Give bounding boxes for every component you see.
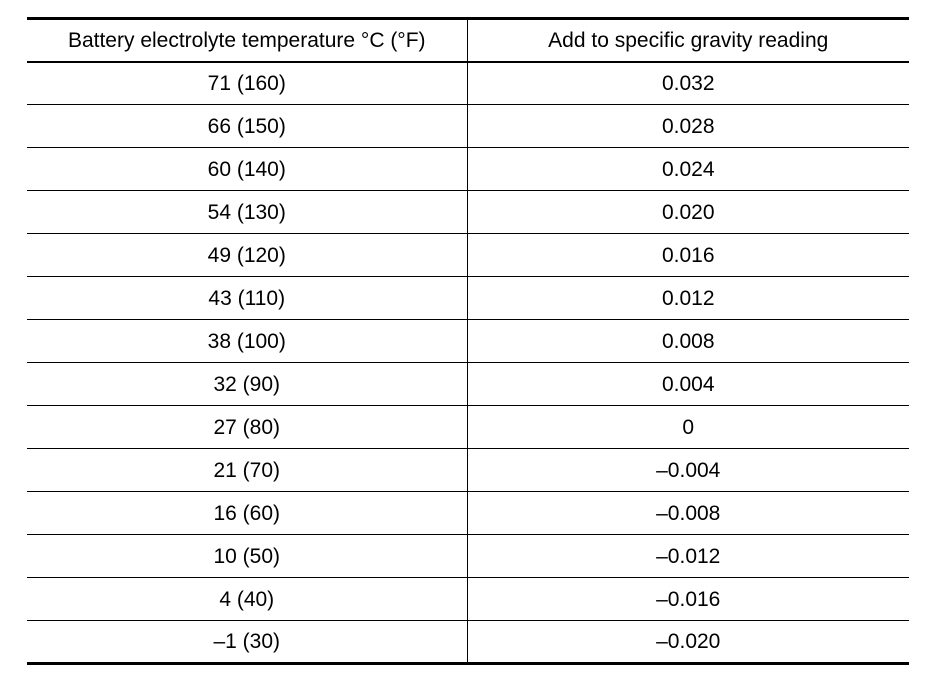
correction-cell: 0.004: [467, 363, 909, 406]
correction-cell: 0.016: [467, 234, 909, 277]
correction-cell: 0.024: [467, 148, 909, 191]
correction-cell: 0.012: [467, 277, 909, 320]
table-header: [27, 19, 909, 62]
correction-cell: 0.020: [467, 191, 909, 234]
correction-cell: 0.028: [467, 105, 909, 148]
table-row: [27, 277, 909, 320]
correction-cell: –0.020: [467, 621, 909, 664]
temperature-cell: 4 (40): [27, 578, 467, 621]
correction-cell: 0: [467, 406, 909, 449]
specific-gravity-correction-table: [27, 17, 909, 665]
temperature-cell: 27 (80): [27, 406, 467, 449]
correction-table-container: [27, 17, 909, 665]
table-row: [27, 621, 909, 664]
temperature-cell: 43 (110): [27, 277, 467, 320]
table-row: [27, 492, 909, 535]
correction-cell: –0.016: [467, 578, 909, 621]
header-temperature: Battery electrolyte temperature °C (°F): [27, 19, 467, 62]
table-row: [27, 578, 909, 621]
correction-cell: –0.008: [467, 492, 909, 535]
temperature-cell: 54 (130): [27, 191, 467, 234]
correction-cell: 0.032: [467, 62, 909, 105]
table-row: [27, 62, 909, 105]
temperature-cell: 71 (160): [27, 62, 467, 105]
table-row: [27, 234, 909, 277]
table-body: [27, 62, 909, 664]
table-row: [27, 191, 909, 234]
temperature-cell: 21 (70): [27, 449, 467, 492]
table-row: [27, 363, 909, 406]
correction-cell: 0.008: [467, 320, 909, 363]
correction-cell: –0.004: [467, 449, 909, 492]
table-row: [27, 148, 909, 191]
temperature-cell: –1 (30): [27, 621, 467, 664]
header-row: [27, 19, 909, 62]
table-row: [27, 105, 909, 148]
temperature-cell: 60 (140): [27, 148, 467, 191]
temperature-cell: 66 (150): [27, 105, 467, 148]
temperature-cell: 10 (50): [27, 535, 467, 578]
table-row: [27, 449, 909, 492]
temperature-cell: 32 (90): [27, 363, 467, 406]
correction-cell: –0.012: [467, 535, 909, 578]
table-row: [27, 535, 909, 578]
table-row: [27, 406, 909, 449]
temperature-cell: 49 (120): [27, 234, 467, 277]
temperature-cell: 38 (100): [27, 320, 467, 363]
header-correction: Add to specific gravity reading: [467, 19, 909, 62]
temperature-cell: 16 (60): [27, 492, 467, 535]
table-row: [27, 320, 909, 363]
